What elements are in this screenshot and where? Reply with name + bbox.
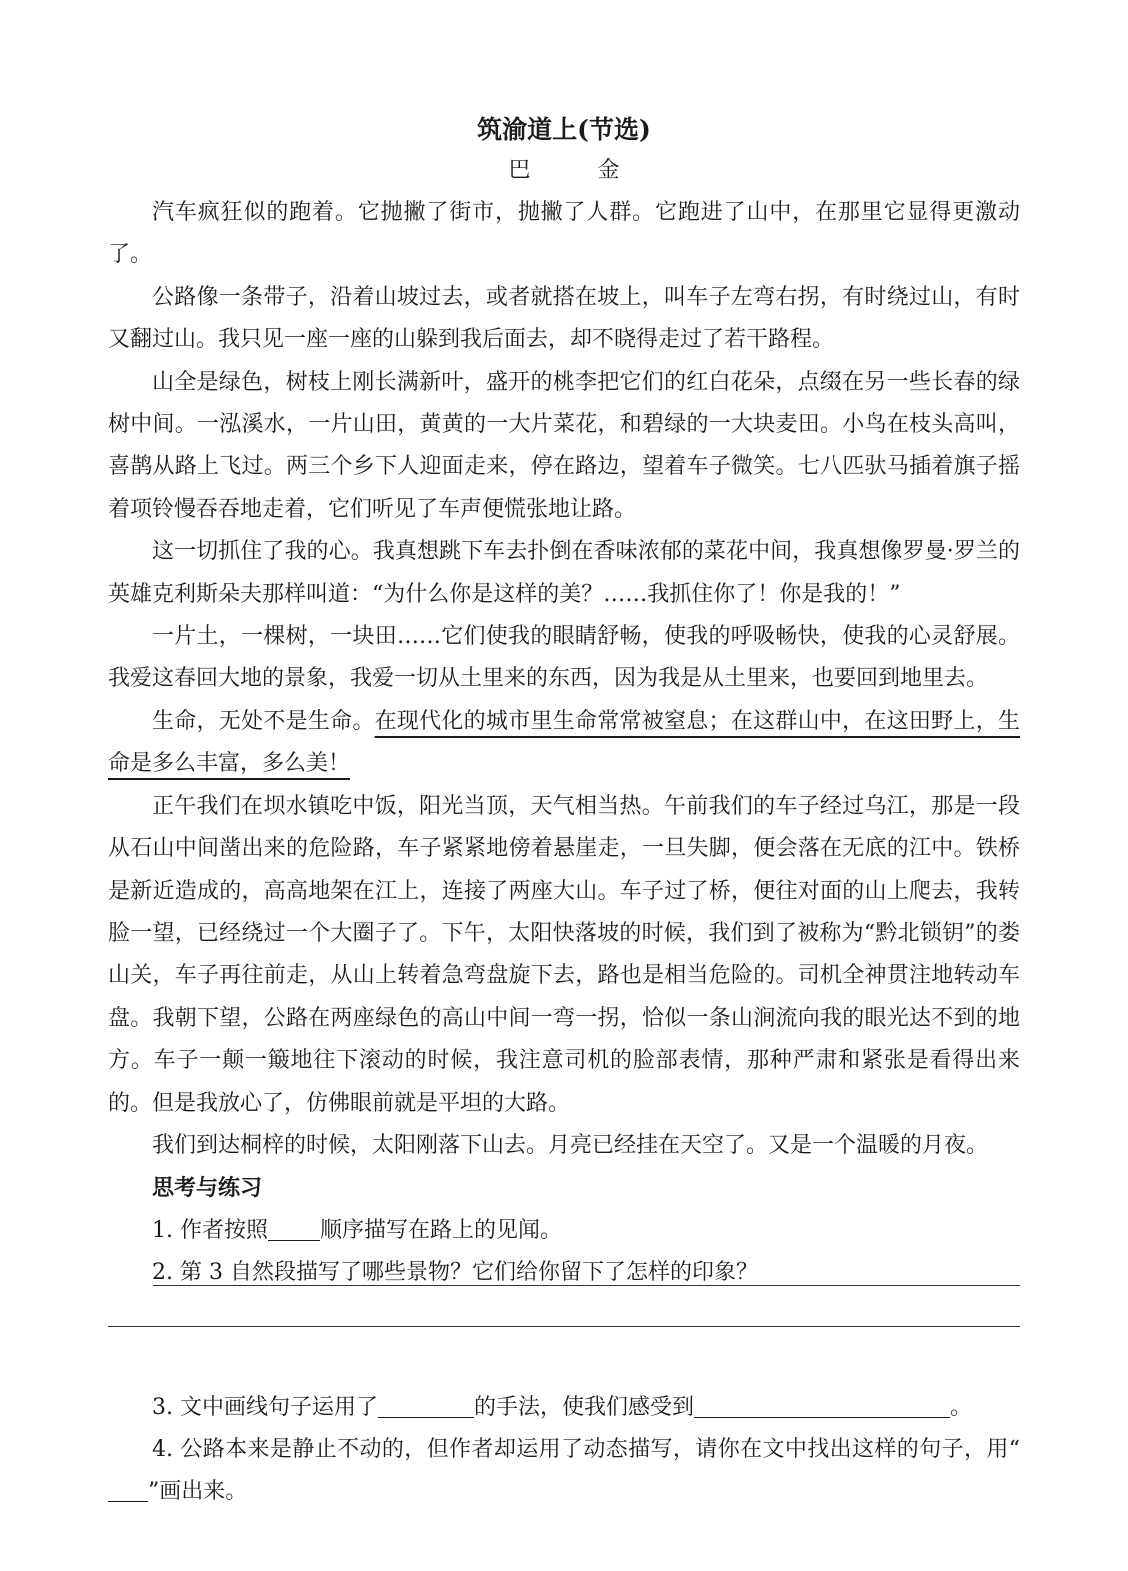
question-4 [108,1429,1020,1514]
question-1 [108,1210,1020,1252]
question-4-line-sample [108,1475,148,1502]
question-1-blank[interactable] [268,1214,320,1241]
paragraph-7: 正午我们在坝水镇吃中饭，阳光当顶，天气相当热。午前我们的车子经过乌江，那是一段从石山中间凿出来的危险路，车子紧紧地傍着悬崖走，一旦失脚，便会落在无底的江中。铁桥是新近造成的，高高地架在江上，连接了两座大山。车子过了桥，便往对面的山上爬去，我转脸一望，已经绕过一个大圈子了。下午，太阳快落坡的时候，我们到了被称为“黔北锁钥”的娄山关，车子再往前走，从山上转着急弯盘旋下去，路也是相当危险的。司机全神贯注地转动车盘。我朝下望，公路在两座绿色的高山中间一弯一拐，恰似一条山涧流向我的眼光达不到的地方。车子一颠一簸地往下滚动的时候，我注意司机的脸部表情，那种严肃和紧张是看得出来的。但是我放心了，仿佛眼前就是平坦的大路。 [108,793,1020,1116]
paragraph-6-lead: 生命，无处不是生命。 [152,708,375,734]
question-2: 2. 第 3 自然段描写了哪些景物？它们给你留下了怎样的印象？ [152,1260,758,1286]
article-author: 巴 金 [508,158,650,183]
paragraph-6 [108,701,1020,786]
question-3-blank-1[interactable] [378,1391,474,1418]
question-3-text-a: 3. 文中画线句子运用了 [152,1394,378,1420]
question-4-text-b: ”画出来。 [148,1479,248,1505]
paragraph-1: 汽车疯狂似的跑着。它抛撇了街市，抛撇了人群。它跑进了山中，在那里它显得更激动了。 [108,200,1020,268]
question-3-text-c: 。 [950,1394,973,1420]
question-3-text-b: 的手法，使我们感受到 [473,1394,694,1420]
paragraph-3: 山全是绿色，树枝上刚长满新叶，盛开的桃李把它们的红白花朵，点缀在另一些长春的绿树中间。一泓溪水，一片山田，黄黄的一大片菜花，和碧绿的一大块麦田。小鸟在枝头高叫，喜鹊从路上飞过。两三个乡下人迎面走来，停在路边，望着车子微笑。七八匹驮马插着旗子摇着项铃慢吞吞地走着，它们听见了车声便慌张地让路。 [108,369,1020,522]
question-1-text-b: 顺序描写在路上的见闻。 [319,1217,562,1243]
paragraph-2: 公路像一条带子，沿着山坡过去，或者就搭在坡上，叫车子左弯右拐，有时绕过山，有时又翻过山。我只见一座一座的山躲到我后面去，却不晓得走过了若干路程。 [108,284,1020,353]
exercises-heading: 思考与练习 [152,1175,263,1202]
paragraph-8: 我们到达桐梓的时候，太阳刚落下山去。月亮已经挂在天空了。又是一个温暖的月夜。 [152,1132,989,1158]
answer-line-1[interactable] [153,1285,1020,1286]
underlined-sentence: 在现代化的城市里生命常常被窒息；在这群山中，在这田野上，生命是多么丰富，多么美！ [108,708,1020,777]
question-4-text-a: 4. 公路本来是静止不动的，但作者却运用了动态描写，请你在文中找出这样的句子，用“ [152,1436,1020,1462]
answer-space-q2 [108,1295,1020,1387]
paragraph-5: 一片土，一棵树，一块田……它们使我的眼睛舒畅，使我的呼吸畅快，使我的心灵舒展。我爱这春回大地的景象，我爱一切从土里来的东西，因为我是从土里来，也要回到地里去。 [108,624,1020,692]
question-1-text-a: 1. 作者按照 [152,1217,268,1243]
question-3 [108,1387,1020,1429]
answer-line-2[interactable] [108,1326,1020,1327]
article-title: 筑渝道上(节选) [477,115,651,144]
question-3-blank-2[interactable] [694,1391,950,1418]
article-body [108,192,1020,1514]
paragraph-4: 这一切抓住了我的心。我真想跳下车去扑倒在香味浓郁的菜花中间，我真想像罗曼·罗兰的英雄克利斯朵夫那样叫道：“为什么你是这样的美？……我抓住你了！你是我的！” [108,539,1020,607]
